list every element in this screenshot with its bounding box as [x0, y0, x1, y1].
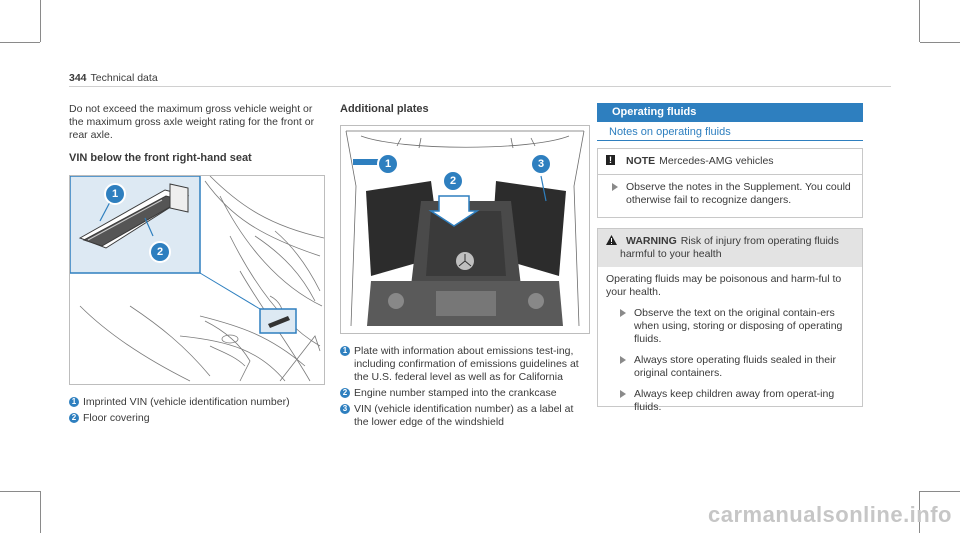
- bullet-triangle-icon: [612, 183, 618, 191]
- engine-bay-figure: [340, 125, 590, 334]
- warning-triangle-icon: [606, 235, 617, 249]
- callout-3: 3: [530, 153, 552, 175]
- watermark: carmanualsonline.info: [708, 502, 952, 527]
- vin-seat-heading: VIN below the front right-hand seat: [69, 152, 252, 164]
- bullet-triangle-icon: [620, 356, 626, 364]
- section-title: Technical data: [90, 72, 158, 84]
- note-title: Mercedes-AMG vehicles: [659, 155, 774, 167]
- crop-mark: [920, 42, 960, 43]
- caption-item: [340, 345, 590, 384]
- middle-captions: [340, 345, 590, 432]
- left-column: [69, 103, 324, 165]
- notes-subheading: Notes on operating fluids: [609, 126, 731, 138]
- callout-1: 1: [377, 153, 399, 175]
- callout-1: 1: [104, 183, 126, 205]
- caption-item: [340, 403, 590, 429]
- page-number: 344: [69, 72, 87, 84]
- crop-mark: [0, 42, 40, 43]
- header-divider: [69, 86, 891, 87]
- page-header: [69, 72, 158, 84]
- note-label: NOTE: [626, 155, 656, 167]
- caption-number: 1: [340, 346, 350, 356]
- crop-mark: [40, 0, 41, 42]
- caption-number: 2: [340, 388, 350, 398]
- vin-seat-figure: [69, 175, 325, 385]
- caption-item: [340, 387, 590, 400]
- note-divider: [598, 174, 862, 175]
- exclamation-icon: !: [606, 155, 615, 165]
- warning-bullet: [606, 354, 854, 380]
- callout-2: 2: [149, 241, 171, 263]
- warning-bullet: [606, 307, 854, 346]
- crop-mark: [919, 0, 920, 42]
- warning-label: WARNING: [626, 235, 677, 247]
- note-header: [598, 149, 862, 174]
- caption-number: 2: [69, 413, 79, 423]
- caption-item: [69, 412, 324, 425]
- caption-text: Engine number stamped into the crankcase: [354, 387, 557, 399]
- caption-text: Plate with information about emissions test-ing, including confirmation of emissions guidelines at the U.S. federal level as well as for California: [354, 345, 579, 383]
- bullet-triangle-icon: [620, 309, 626, 317]
- note-bullet-text: Observe the notes in the Supplement. You could otherwise fail to recognize dangers.: [626, 181, 851, 206]
- warning-title: Risk of injury from operating fluids harmful to your health: [620, 235, 839, 260]
- warning-bullet: [606, 388, 854, 414]
- warning-bullet-text: Observe the text on the original contain-ers when using, storing or disposing of operating fluids.: [634, 307, 843, 345]
- intro-text: Do not exceed the maximum gross vehicle weight or the maximum gross axle weight rating for the front or rear axle.: [69, 103, 315, 141]
- crop-mark: [40, 491, 41, 533]
- operating-fluids-band: Operating fluids: [597, 103, 863, 122]
- warning-text: Operating fluids may be poisonous and harm-ful to your health.: [606, 273, 842, 298]
- caption-item: [69, 396, 324, 409]
- caption-number: 1: [69, 397, 79, 407]
- caption-text: Imprinted VIN (vehicle identification number): [83, 396, 290, 408]
- additional-plates-heading: Additional plates: [340, 103, 429, 115]
- warning-box: [597, 228, 863, 413]
- note-bullet: [598, 181, 862, 207]
- crop-mark: [0, 491, 40, 492]
- caption-text: Floor covering: [83, 412, 150, 424]
- callout-2: 2: [442, 170, 464, 192]
- middle-column: [340, 103, 590, 116]
- warning-body: [598, 267, 862, 422]
- seat-illustration: [70, 176, 324, 384]
- bullet-triangle-icon: [620, 390, 626, 398]
- caption-text: VIN (vehicle identification number) as a label at the lower edge of the windshield: [354, 403, 574, 428]
- warning-bullet-text: Always keep children away from operat-ing fluids.: [634, 388, 835, 413]
- left-captions: [69, 396, 324, 428]
- caption-number: 3: [340, 404, 350, 414]
- subheading-rule: [597, 140, 863, 141]
- warning-bullet-text: Always store operating fluids sealed in their original containers.: [634, 354, 836, 379]
- note-box: [597, 148, 863, 218]
- crop-mark: [920, 491, 960, 492]
- warning-header: [598, 229, 862, 267]
